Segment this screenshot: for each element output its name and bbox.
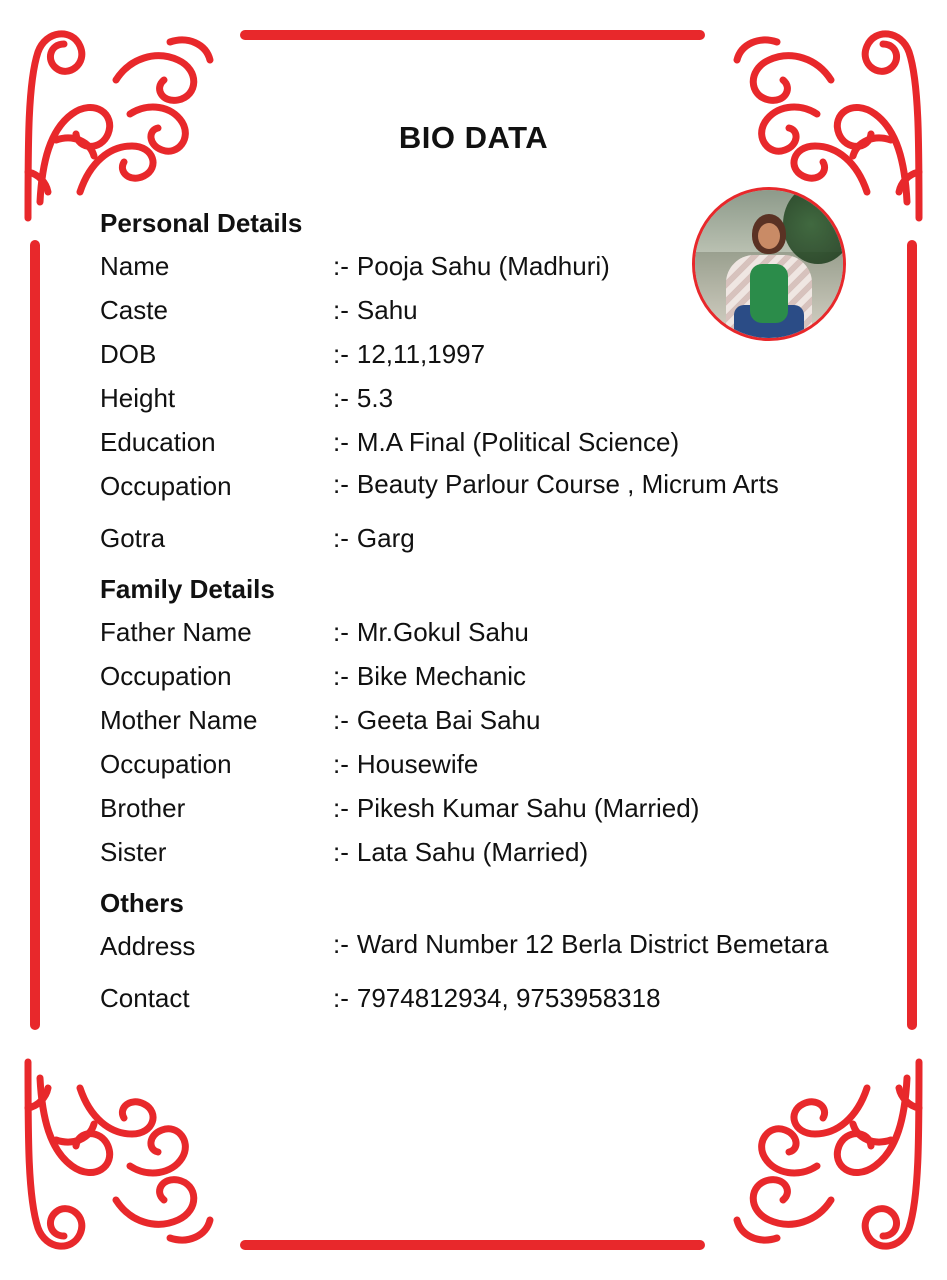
detail-value-text: Pikesh Kumar Sahu (Married) [356,793,700,823]
detail-value [333,333,860,376]
detail-label: Father Name [100,617,252,647]
section-heading: Personal Details [100,208,303,238]
separator: :- [333,251,349,281]
detail-label: Height [100,383,176,413]
section-personal-details [100,208,860,560]
detail-row [100,611,860,654]
corner-flourish-icon [20,1053,220,1258]
detail-label: Mother Name [100,705,258,735]
detail-value-text: M.A Final (Political Science) [356,427,680,457]
detail-label: DOB [100,339,157,369]
detail-label: Education [100,427,216,457]
detail-label: Brother [100,793,186,823]
detail-value [333,517,860,560]
detail-value-text: Housewife [356,749,479,779]
detail-row [100,517,860,560]
detail-value [333,699,860,742]
detail-label: Address [100,931,196,961]
detail-value-text: Lata Sahu (Married) [356,837,589,867]
detail-row [100,831,860,874]
separator: :- [333,983,349,1013]
detail-value-text: Bike Mechanic [356,661,526,691]
separator: :- [333,295,349,325]
detail-label: Name [100,251,170,281]
detail-row [100,699,860,742]
detail-label: Caste [100,295,168,325]
section-family-details [100,574,860,874]
detail-value [333,421,860,464]
page-title: BIO DATA [398,120,549,155]
border-line-left [30,240,40,1030]
detail-value-text: Pooja Sahu (Madhuri) [356,251,610,281]
detail-value [333,925,860,963]
separator: :- [333,469,349,499]
detail-row [100,333,860,376]
detail-value-text: Garg [356,523,415,553]
detail-value [333,831,860,874]
detail-label: Occupation [100,749,232,779]
detail-value [333,245,860,288]
section-others [100,888,860,1020]
detail-label: Contact [100,983,190,1013]
detail-label: Sister [100,837,167,867]
row-spacer [100,969,860,977]
detail-value-text: 7974812934, 9753958318 [356,983,661,1013]
section-heading: Others [100,888,184,918]
border-line-top [240,30,705,40]
border-line-bottom [240,1240,705,1250]
separator: :- [333,383,349,413]
detail-row [100,655,860,698]
border-line-right [907,240,917,1030]
detail-value [333,977,860,1020]
separator: :- [333,793,349,823]
detail-value [333,787,860,830]
detail-row [100,977,860,1020]
separator: :- [333,617,349,647]
detail-value [333,465,860,503]
separator: :- [333,705,349,735]
detail-row [100,743,860,786]
separator: :- [333,339,349,369]
detail-value [333,289,860,332]
detail-value-text: Mr.Gokul Sahu [356,617,529,647]
detail-value-text: Ward Number 12 Berla District Bemetara [356,929,829,959]
separator: :- [333,523,349,553]
detail-value-text: Beauty Parlour Course , Micrum Arts [356,469,779,499]
detail-row [100,421,860,464]
detail-label: Gotra [100,523,166,553]
detail-row [100,245,860,288]
separator: :- [333,661,349,691]
separator: :- [333,929,349,959]
detail-value [333,655,860,698]
detail-value-text: 5.3 [356,383,394,413]
detail-value [333,377,860,420]
detail-value-text: Geeta Bai Sahu [356,705,541,735]
detail-label: Occupation [100,471,232,501]
section-heading: Family Details [100,574,275,604]
detail-label: Occupation [100,661,232,691]
corner-flourish-icon [727,1053,927,1258]
biodata-content [100,208,860,1034]
separator: :- [333,749,349,779]
detail-value [333,611,860,654]
detail-value [333,743,860,786]
detail-row [100,465,860,508]
separator: :- [333,427,349,457]
detail-row [100,377,860,420]
row-spacer [100,509,860,517]
separator: :- [333,837,349,867]
detail-row [100,289,860,332]
detail-row [100,925,860,968]
detail-row [100,787,860,830]
detail-value-text: 12,11,1997 [356,339,486,369]
detail-value-text: Sahu [356,295,418,325]
